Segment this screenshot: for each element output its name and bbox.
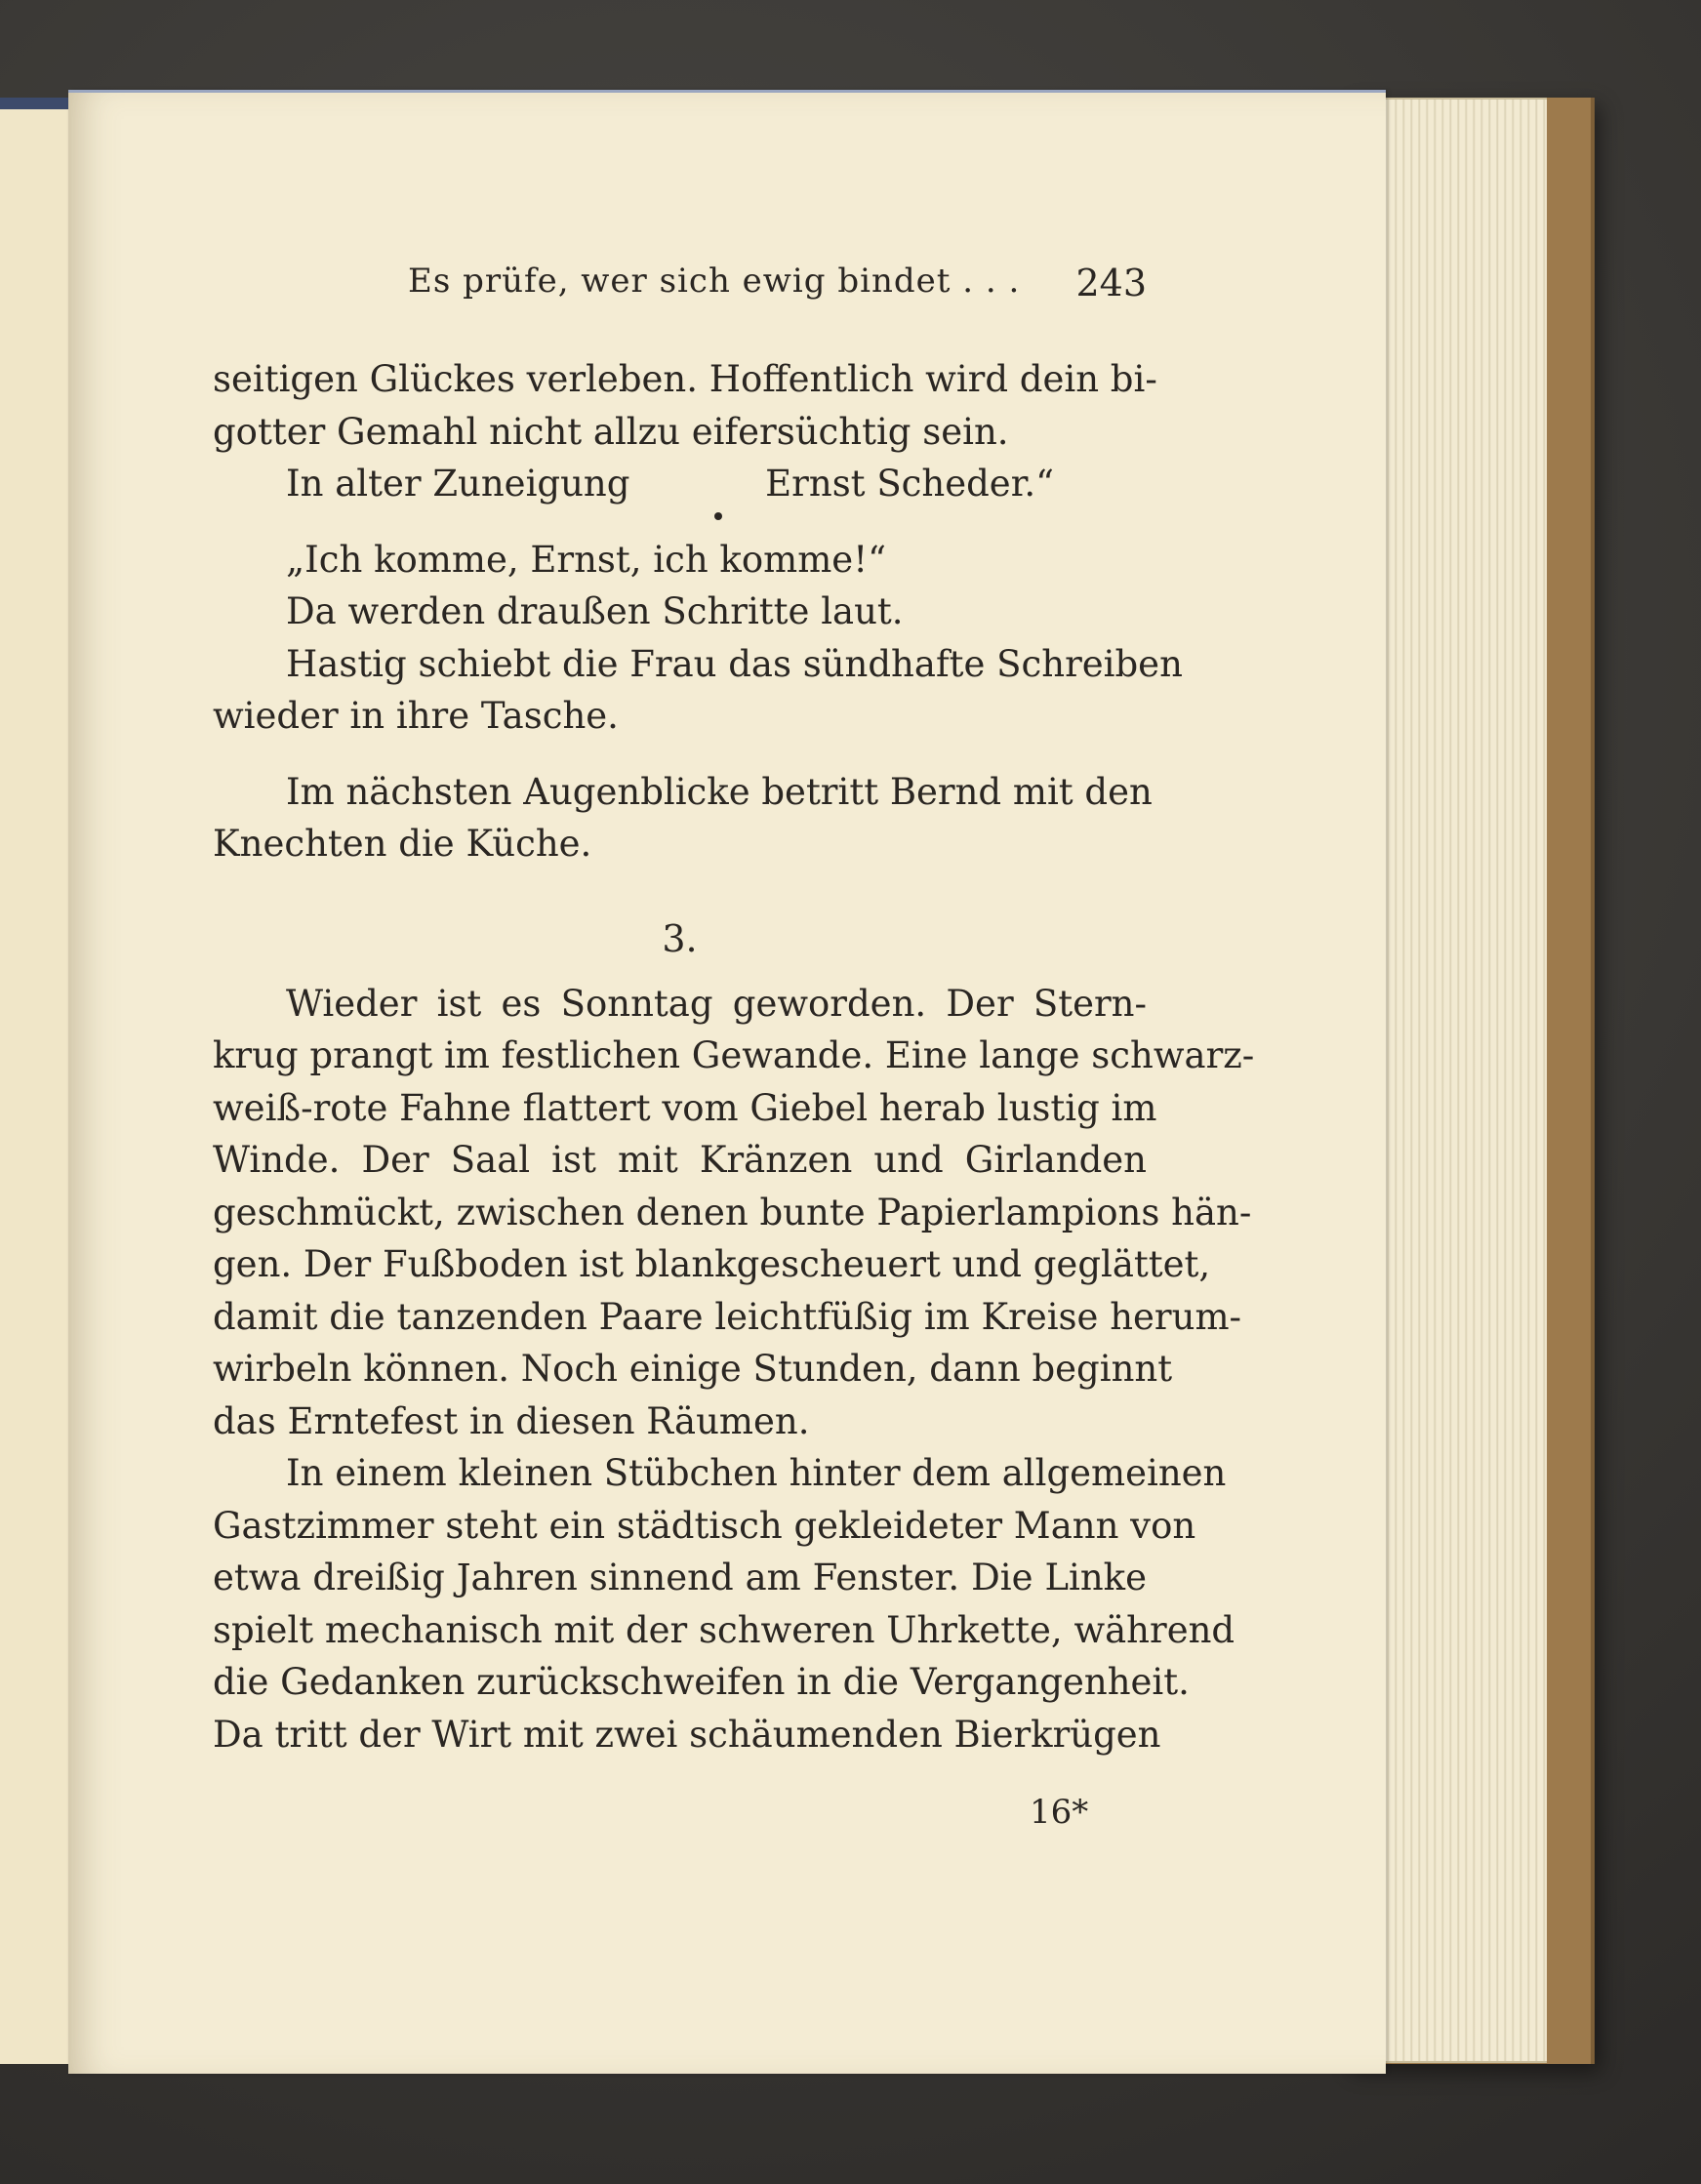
running-head-title: Es prüfe, wer sich ewig bindet . . . <box>408 262 1021 301</box>
printer-signature-mark: 16* <box>1030 1793 1089 1832</box>
text-line: wirbeln können. Noch einige Stunden, dann beginnt <box>213 1348 1173 1390</box>
text-line: Winde. Der Saal ist mit Kränzen und Girlanden <box>213 1139 1147 1181</box>
running-head <box>408 262 1147 310</box>
text-line: etwa dreißig Jahren sinnend am Fenster. Die Linke <box>213 1557 1147 1598</box>
text-line: Hastig schiebt die Frau das sündhafte Schreiben <box>286 642 1183 685</box>
text-line: Wieder ist es Sonntag geworden. Der Stern- <box>286 982 1147 1025</box>
signature-salutation: In alter Zuneigung <box>286 463 630 505</box>
page-body <box>213 353 1255 1760</box>
ink-speck <box>714 512 722 520</box>
text-line: krug prangt im festlichen Gewande. Eine lange schwarz- <box>213 1034 1255 1076</box>
text-line: Da tritt der Wirt mit zwei schäumenden Bierkrügen <box>213 1713 1161 1756</box>
text-line: spielt mechanisch mit der schweren Uhrkette, während <box>213 1608 1235 1651</box>
page-edges <box>1366 98 1547 2063</box>
text-line: geschmückt, zwischen denen bunte Papierlampions hän- <box>213 1191 1252 1234</box>
text-line: weiß-rote Fahne flattert vom Giebel herab lustig im <box>213 1086 1157 1129</box>
page-number: 243 <box>1075 262 1147 304</box>
text-line: Knechten die Küche. <box>213 823 592 865</box>
text-line: gotter Gemahl nicht allzu eifersüchtig sein. <box>213 410 1009 453</box>
section-number: 3. <box>662 916 698 960</box>
text-line: damit die tanzenden Paare leichtfüßig im Kreise herum- <box>213 1295 1242 1338</box>
text-line: gen. Der Fußboden ist blankgescheuert und geglättet, <box>213 1243 1211 1285</box>
text-line: Im nächsten Augenblicke betritt Bernd mit den <box>286 770 1153 813</box>
text-line: das Erntefest in diesen Räumen. <box>213 1399 810 1442</box>
signature-name: Ernst Scheder.“ <box>765 463 1054 505</box>
text-line: wieder in ihre Tasche. <box>213 695 619 737</box>
text-line: die Gedanken zurückschweifen in die Vergangenheit. <box>213 1661 1190 1703</box>
left-spine-band <box>0 98 78 109</box>
text-line: „Ich komme, Ernst, ich komme!“ <box>286 538 886 581</box>
text-line: seitigen Glückes verleben. Hoffentlich wird dein bi- <box>213 358 1157 400</box>
letter-signature <box>213 458 1147 510</box>
text-line: Gastzimmer steht ein städtisch gekleideter Mann von <box>213 1504 1196 1547</box>
text-line: In einem kleinen Stübchen hinter dem allgemeinen <box>286 1452 1227 1494</box>
text-line: Da werden draußen Schritte laut. <box>286 590 904 632</box>
